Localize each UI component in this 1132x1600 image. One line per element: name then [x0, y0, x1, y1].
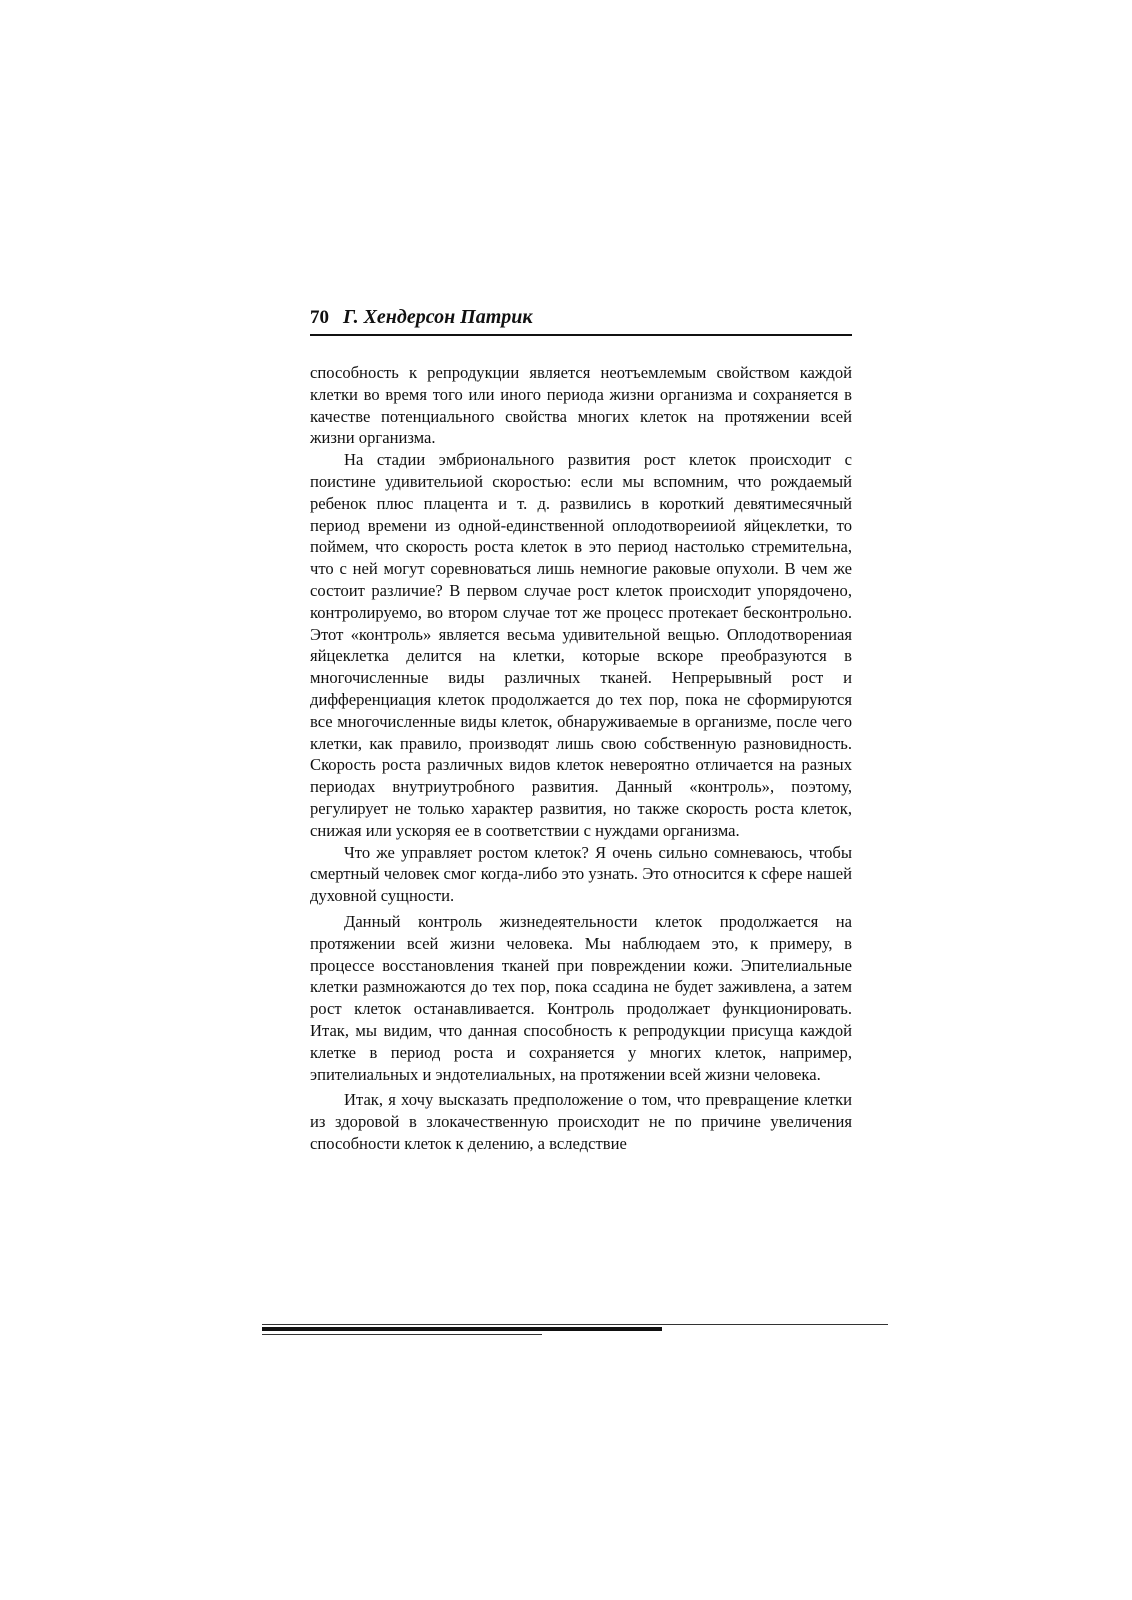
footer-rule-thick	[262, 1327, 662, 1331]
running-title: Г. Хендерсон Патрик	[343, 306, 533, 328]
paragraph-4: Данный контроль жизнедеятельности клеток продолжается на протяжении всей жизни человека. Мы наблюдаем это, к примеру, в процессе восстановления тканей при повреждении кожи. Эпителиальные клетки размножаются до тех пор, пока ссадина не будет заживлена, а затем рост клеток останавливается. Контроль продолжает функционировать. Итак, мы видим, что данная способность к репродукции присуща каждой клетке в период роста и сохраняется у многих клеток, например, эпителиальных и эндотелиальных, на протяжении всей жизни человека.	[310, 911, 852, 1084]
paragraph-2: На стадии эмбрионального развития рост клеток происходит с поистине удивительиой скоростью: если мы вспомним, что рождаемый ребенок плюс плацента и т. д. развились в короткий девятимесячный период времени из одной-единственной оплодотвореииой яйцеклетки, то поймем, что скорость роста клеток в это период настолько стремительна, что с ней могут соревноваться лишь немногие раковые опухоли. В чем же состоит различие? В первом случае рост клеток происходит упорядочено, контролируемо, во втором случае тот же процесс протекает бесконтрольно. Этот «контроль» является весьма удивительной вещью. Оплодотворениая яйцеклетка делится на клетки, которые вскоре преобразуются в многочисленные виды различных тканей. Непрерывный рост и дифференциация клеток продолжается до тех пор, пока не сформируются все многочисленные виды клеток, обнаруживаемые в организме, после чего клетки, как правило, производят лишь свою собственную разновидность. Скорость роста различных видов клеток невероятно отличается на разных периодах внутриутробного развития. Данный «контроль», поэтому, регулирует не только характер развития, но также скорость роста клеток, снижая или ускоряя ее в соответствии с нуждами организма.	[310, 450, 852, 840]
paragraph-1: способность к репродукции является неотъемлемым свойством каждой клетки во время того или иного периода жизни организма и сохраняется в качестве потенциального свойства многих клеток на протяжении всей жизни организма.	[310, 363, 852, 448]
running-head	[310, 306, 852, 336]
paragraph-3: Что же управляет ростом клеток? Я очень сильно сомневаюсь, чтобы смертный человек смог когда-либо это узнать. Это относится к сфере нашей духовной сущности.	[310, 842, 852, 906]
paragraph-5: Итак, я хочу высказать предположение о том, что превращение клетки из здоровой в злокачественную происходит не по причине увеличения способности клеток к делению, а вследствие	[310, 1090, 852, 1153]
footer-rule-thin	[262, 1324, 888, 1325]
footer-rule-low	[262, 1334, 542, 1335]
body-text	[310, 362, 852, 1155]
header-rule	[310, 334, 852, 336]
page-number: 70	[310, 307, 329, 328]
